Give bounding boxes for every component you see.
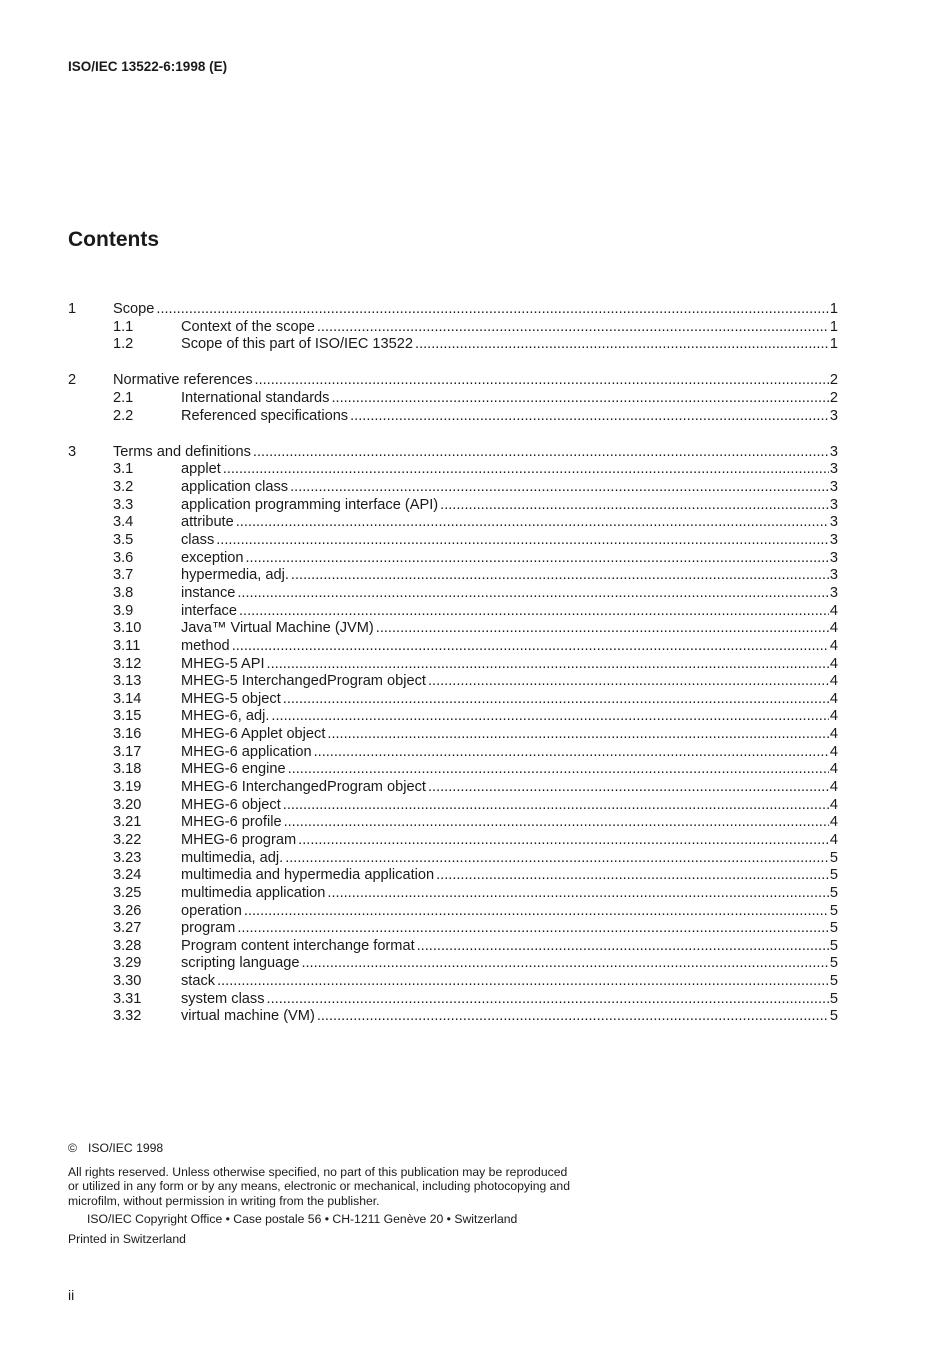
toc-entry-number: 3.1 (113, 461, 134, 478)
toc-subsection-entry[interactable] (68, 973, 838, 991)
toc-dot-leader (415, 336, 829, 354)
toc-dot-leader (267, 656, 829, 674)
toc-entry-number: 3.15 (113, 708, 142, 725)
toc-entry-page: 4 (829, 602, 838, 619)
toc-entry-page: 3 (829, 443, 838, 460)
toc-entry-number: 3.22 (113, 831, 142, 848)
toc-entry-number: 3.23 (113, 849, 142, 866)
toc-entry-label: MHEG-6 engine (181, 761, 286, 778)
toc-dot-leader (288, 761, 829, 779)
toc-entry-label: method (181, 637, 230, 654)
toc-dot-leader (245, 550, 828, 568)
copyright-line (68, 1141, 628, 1156)
toc-entry-page: 3 (829, 532, 838, 549)
toc-dot-leader (298, 832, 829, 850)
toc-subsection-entry[interactable] (68, 832, 838, 850)
toc-dot-leader (284, 814, 829, 832)
toc-section-entry[interactable] (68, 301, 838, 319)
toc-entry-page: 3 (829, 496, 838, 513)
toc-entry-page: 5 (829, 973, 838, 990)
toc-subsection-entry[interactable] (68, 850, 838, 868)
toc-entry-number: 3.10 (113, 620, 142, 637)
toc-entry-number: 3.8 (113, 584, 134, 601)
toc-entry-number: 3.26 (113, 902, 142, 919)
rights-line: or utilized in any form or by any means, electronic or mechanical, including photocopying and (68, 1179, 570, 1193)
toc-dot-leader (327, 885, 828, 903)
toc-entry-page: 5 (829, 1008, 838, 1025)
toc-entry-number: 2.1 (113, 390, 134, 407)
toc-entry-number: 3.9 (113, 602, 134, 619)
toc-entry-label: Scope (113, 301, 155, 317)
toc-entry-page: 1 (829, 336, 838, 353)
toc-entry-label: hypermedia, adj. (181, 567, 289, 584)
toc-dot-leader (314, 744, 829, 762)
toc-subsection-entry[interactable] (68, 532, 838, 550)
toc-entry-label: scripting language (181, 955, 300, 972)
toc-dot-leader (436, 867, 829, 885)
toc-dot-leader (255, 372, 829, 390)
toc-subsection-entry[interactable] (68, 408, 838, 426)
toc-entry-label: Context of the scope (181, 318, 315, 335)
toc-entry-number: 3.31 (113, 990, 142, 1007)
toc-subsection-entry[interactable] (68, 319, 838, 337)
toc-entry-label: application programming interface (API) (181, 496, 439, 513)
toc-entry-label: MHEG-6 Applet object (181, 726, 326, 743)
toc-dot-leader (217, 973, 829, 991)
section-gap (68, 354, 838, 373)
toc-dot-leader (317, 319, 829, 337)
toc-subsection-entry[interactable] (68, 1008, 838, 1026)
toc-entry-label: MHEG-5 InterchangedProgram object (181, 673, 426, 690)
toc-section-entry[interactable] (68, 372, 838, 390)
rights-statement (68, 1165, 628, 1209)
toc-entry-number: 3.30 (113, 973, 142, 990)
toc-entry-label: MHEG-6 InterchangedProgram object (181, 779, 426, 796)
toc-dot-leader (290, 479, 829, 497)
toc-entry-number: 2.2 (113, 407, 134, 424)
page-title: Contents (68, 228, 159, 251)
toc-entry-label: multimedia application (181, 884, 326, 901)
toc-dot-leader (350, 408, 829, 426)
toc-subsection-entry[interactable] (68, 638, 838, 656)
toc-entry-label: Scope of this part of ISO/IEC 13522 (181, 336, 414, 353)
toc-entry-label: Terms and definitions (113, 443, 251, 460)
toc-subsection-entry[interactable] (68, 550, 838, 568)
toc-entry-number: 1.2 (113, 336, 134, 353)
toc-entry-label: multimedia and hypermedia application (181, 867, 435, 884)
toc-dot-leader (271, 708, 828, 726)
toc-entry-number: 3.19 (113, 779, 142, 796)
toc-entry-label: MHEG-6 program (181, 831, 297, 848)
table-of-contents (68, 301, 838, 1026)
toc-entry-number: 3.12 (113, 655, 142, 672)
toc-entry-label: Referenced specifications (181, 407, 349, 424)
toc-entry-page: 4 (829, 708, 838, 725)
toc-dot-leader (232, 638, 829, 656)
toc-subsection-entry[interactable] (68, 673, 838, 691)
toc-entry-label: application class (181, 479, 289, 496)
toc-entry-number: 3.20 (113, 796, 142, 813)
toc-subsection-entry[interactable] (68, 585, 838, 603)
toc-subsection-entry[interactable] (68, 867, 838, 885)
toc-subsection-entry[interactable] (68, 620, 838, 638)
toc-subsection-entry[interactable] (68, 336, 838, 354)
toc-entry-number: 3.29 (113, 955, 142, 972)
toc-entry-label: MHEG-5 object (181, 690, 281, 707)
copyright-symbol: © (68, 1141, 77, 1155)
toc-entry-page: 5 (829, 884, 838, 901)
toc-entry-page: 3 (829, 567, 838, 584)
toc-entry-label: instance (181, 584, 236, 601)
toc-entry-page: 4 (829, 831, 838, 848)
toc-entry-number: 3.2 (113, 479, 134, 496)
toc-entry-number: 3.11 (113, 637, 141, 654)
toc-subsection-entry[interactable] (68, 514, 838, 532)
toc-entry-label: operation (181, 902, 242, 919)
rights-line: All rights reserved. Unless otherwise specified, no part of this publication may be reproduced (68, 1164, 568, 1179)
toc-entry-label: MHEG-5 API (181, 655, 265, 672)
toc-entry-label: program (181, 920, 236, 937)
printed-in: Printed in Switzerland (68, 1231, 186, 1246)
toc-dot-leader (428, 673, 829, 691)
toc-dot-leader (283, 691, 829, 709)
toc-entry-label: applet (181, 461, 221, 478)
toc-dot-leader (440, 497, 829, 515)
toc-dot-leader (291, 567, 829, 585)
toc-entry-page: 4 (829, 761, 838, 778)
toc-entry-page: 3 (829, 461, 838, 478)
toc-entry-page: 5 (829, 955, 838, 972)
toc-entry-number: 3.16 (113, 726, 142, 743)
toc-entry-number: 1.1 (113, 318, 134, 335)
toc-dot-leader (283, 797, 829, 815)
toc-subsection-entry[interactable] (68, 603, 838, 621)
rights-line: microfilm, without permission in writing from the publisher. (68, 1193, 380, 1208)
toc-dot-leader (237, 920, 829, 938)
toc-entry-page: 3 (829, 479, 838, 496)
toc-subsection-entry[interactable] (68, 761, 838, 779)
toc-entry-number: 3.5 (113, 532, 134, 549)
toc-entry-page: 5 (829, 867, 838, 884)
toc-entry-page: 4 (829, 743, 838, 760)
toc-entry-number: 3.4 (113, 514, 134, 531)
toc-dot-leader (244, 903, 829, 921)
toc-subsection-entry[interactable] (68, 814, 838, 832)
toc-dot-leader (301, 955, 828, 973)
toc-entry-label: MHEG-6 object (181, 796, 281, 813)
toc-entry-label: multimedia, adj. (181, 849, 284, 866)
document-header: ISO/IEC 13522-6:1998 (E) (68, 59, 228, 74)
toc-section-entry[interactable] (68, 444, 838, 462)
toc-entry-page: 3 (829, 514, 838, 531)
toc-entry-page: 4 (829, 637, 838, 654)
toc-entry-page: 4 (829, 779, 838, 796)
toc-dot-leader (327, 726, 828, 744)
toc-dot-leader (428, 779, 829, 797)
toc-entry-number: 3.7 (113, 567, 134, 584)
toc-entry-number: 3.13 (113, 673, 142, 690)
toc-subsection-entry[interactable] (68, 920, 838, 938)
toc-entry-number: 2 (68, 372, 77, 389)
toc-subsection-entry[interactable] (68, 938, 838, 956)
toc-entry-number: 3.27 (113, 920, 142, 937)
toc-entry-page: 2 (829, 372, 838, 389)
toc-subsection-entry[interactable] (68, 691, 838, 709)
toc-subsection-entry[interactable] (68, 885, 838, 903)
toc-subsection-entry[interactable] (68, 726, 838, 744)
toc-entry-label: Program content interchange format (181, 937, 415, 954)
toc-dot-leader (236, 514, 829, 532)
toc-entry-page: 4 (829, 796, 838, 813)
toc-dot-leader (285, 850, 829, 868)
toc-dot-leader (223, 461, 829, 479)
toc-dot-leader (156, 301, 828, 319)
toc-subsection-entry[interactable] (68, 744, 838, 762)
section-gap (68, 425, 838, 444)
toc-entry-page: 4 (829, 726, 838, 743)
toc-subsection-entry[interactable] (68, 991, 838, 1009)
toc-entry-number: 3.21 (113, 814, 142, 831)
toc-entry-page: 5 (829, 990, 838, 1007)
toc-entry-number: 1 (68, 301, 77, 317)
toc-dot-leader (253, 444, 829, 462)
toc-entry-page: 1 (829, 318, 838, 335)
toc-entry-page: 4 (829, 690, 838, 707)
copyright-footer (68, 1141, 628, 1246)
toc-subsection-entry[interactable] (68, 390, 838, 408)
toc-subsection-entry[interactable] (68, 497, 838, 515)
toc-entry-label: International standards (181, 390, 330, 407)
toc-entry-label: attribute (181, 514, 234, 531)
toc-entry-page: 4 (829, 620, 838, 637)
toc-entry-number: 3.25 (113, 884, 142, 901)
toc-entry-number: 3.14 (113, 690, 142, 707)
toc-entry-page: 4 (829, 655, 838, 672)
toc-entry-label: Java™ Virtual Machine (JVM) (181, 620, 374, 637)
copyright-text: ISO/IEC 1998 (88, 1141, 164, 1155)
toc-entry-number: 3.32 (113, 1008, 142, 1025)
toc-entry-number: 3.18 (113, 761, 142, 778)
toc-dot-leader (317, 1008, 829, 1026)
toc-entry-page: 5 (829, 937, 838, 954)
toc-subsection-entry[interactable] (68, 779, 838, 797)
toc-entry-page: 5 (829, 920, 838, 937)
toc-subsection-entry[interactable] (68, 656, 838, 674)
toc-entry-number: 3 (68, 443, 77, 460)
toc-dot-leader (216, 532, 829, 550)
toc-subsection-entry[interactable] (68, 479, 838, 497)
copyright-office-address: ISO/IEC Copyright Office • Case postale 56 • CH-1211 Genève 20 • Switzerland (87, 1212, 518, 1226)
toc-entry-label: stack (181, 973, 216, 990)
toc-entry-page: 3 (829, 584, 838, 601)
toc-dot-leader (239, 603, 829, 621)
toc-entry-page: 1 (829, 301, 838, 317)
toc-entry-label: MHEG-6 application (181, 743, 312, 760)
toc-entry-number: 3.17 (113, 743, 142, 760)
toc-entry-page: 3 (829, 549, 838, 566)
toc-entry-label: interface (181, 602, 237, 619)
toc-dot-leader (237, 585, 829, 603)
toc-dot-leader (267, 991, 829, 1009)
toc-entry-label: class (181, 532, 215, 549)
toc-entry-label: system class (181, 990, 265, 1007)
toc-entry-page: 5 (829, 849, 838, 866)
toc-dot-leader (376, 620, 829, 638)
toc-entry-page: 4 (829, 814, 838, 831)
toc-entry-page: 5 (829, 902, 838, 919)
toc-dot-leader (417, 938, 829, 956)
page-number: ii (68, 1287, 75, 1303)
toc-entry-label: exception (181, 549, 244, 566)
toc-subsection-entry[interactable] (68, 797, 838, 815)
toc-dot-leader (331, 390, 828, 408)
toc-entry-page: 2 (829, 390, 838, 407)
toc-entry-number: 3.24 (113, 867, 142, 884)
toc-entry-number: 3.6 (113, 549, 134, 566)
toc-subsection-entry[interactable] (68, 708, 838, 726)
toc-entry-label: MHEG-6 profile (181, 814, 282, 831)
toc-entry-label: MHEG-6, adj. (181, 708, 270, 725)
toc-subsection-entry[interactable] (68, 955, 838, 973)
toc-entry-page: 4 (829, 673, 838, 690)
toc-subsection-entry[interactable] (68, 567, 838, 585)
toc-entry-number: 3.3 (113, 496, 134, 513)
toc-entry-page: 3 (829, 407, 838, 424)
toc-entry-label: Normative references (113, 372, 253, 389)
toc-entry-label: virtual machine (VM) (181, 1008, 315, 1025)
toc-subsection-entry[interactable] (68, 461, 838, 479)
toc-entry-number: 3.28 (113, 937, 142, 954)
toc-subsection-entry[interactable] (68, 903, 838, 921)
